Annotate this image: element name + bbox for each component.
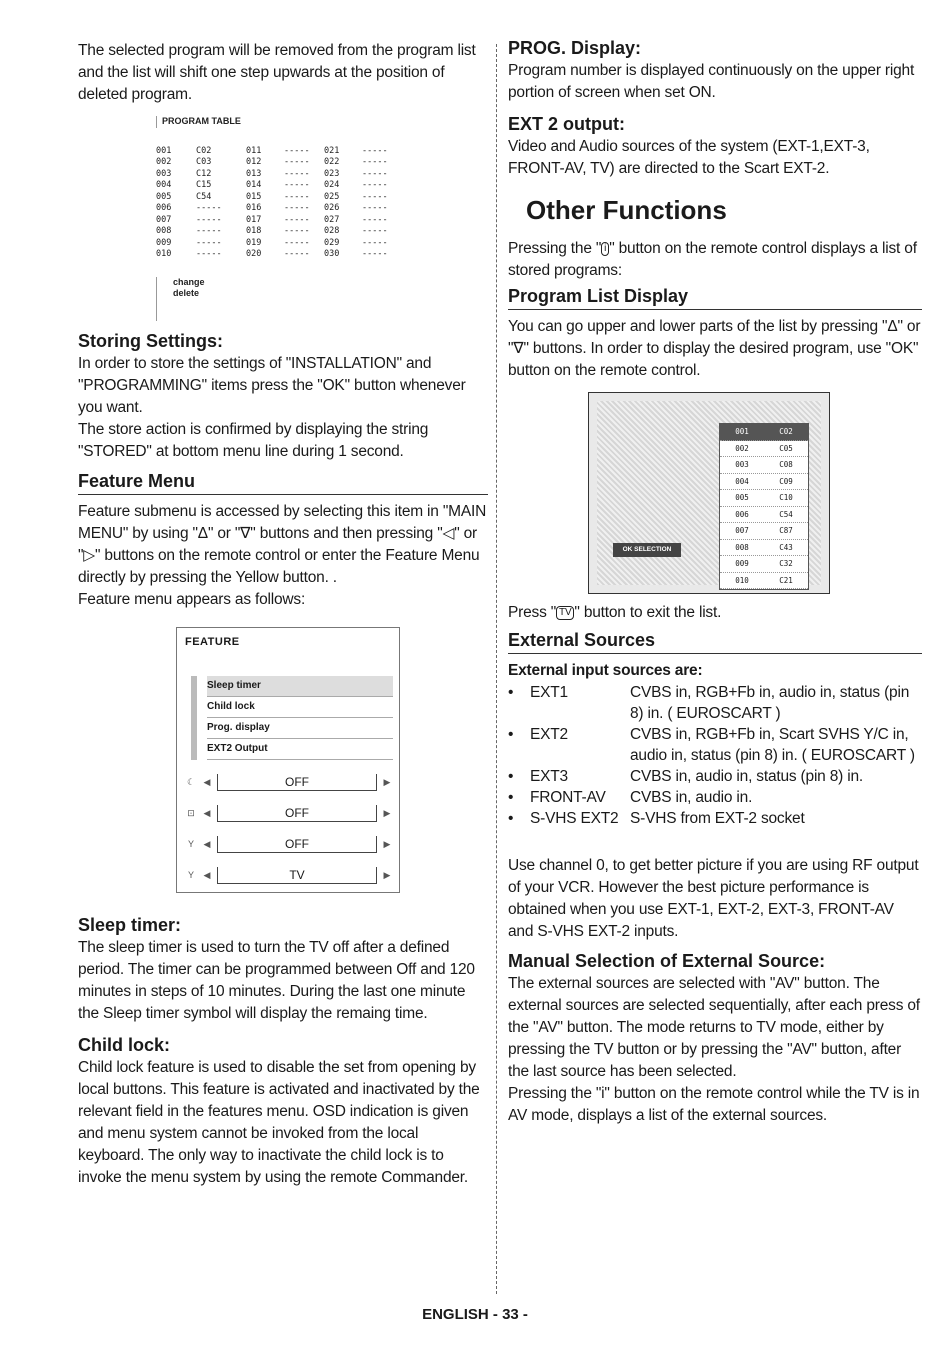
source-name: EXT2 — [530, 726, 568, 743]
external-input-subtitle: External input sources are: — [508, 662, 703, 679]
sleep-icon: ☾ — [186, 776, 196, 787]
program-table-cell: 027 — [324, 214, 340, 225]
program-table-cell: 028 — [324, 226, 340, 236]
program-table-cell: 007 — [156, 214, 172, 225]
program-table-cell: ----- — [196, 249, 222, 259]
osd-value-prog-display[interactable]: OFF — [217, 836, 377, 853]
channel-number: C08 — [779, 460, 793, 469]
other-functions-p1: Pressing the " i " button on the remote control displays a list of stored programs: — [508, 240, 917, 279]
feature-menu-p2: Feature menu appears as follows: — [78, 590, 306, 608]
left-arrow-icon: ◀ — [203, 776, 211, 787]
screen-list-item[interactable] — [720, 474, 808, 491]
program-table-cell: ----- — [284, 203, 310, 213]
source-description: CVBS in, audio in, status (pin 8) in. — [630, 768, 863, 785]
osd-item-ext2-output[interactable]: EXT2 Output — [207, 739, 393, 760]
legend-delete: delete — [173, 287, 200, 298]
program-table-cell: ----- — [284, 145, 310, 156]
program-table-cell: 012 — [246, 157, 262, 167]
program-table-cell: 026 — [324, 203, 340, 213]
prog-icon: Y — [187, 839, 194, 849]
page-footer: ENGLISH - 33 - — [422, 1306, 528, 1323]
source-description: CVBS in, RGB+Fb in, Scart SVHS Y/C in, audio in, status (pin 8) in. ( EUROSCART ) — [630, 726, 915, 764]
program-number: 004 — [735, 476, 749, 486]
program-table-cell: 004 — [156, 180, 172, 190]
channel-number: C54 — [779, 509, 793, 519]
program-number: 009 — [735, 559, 749, 568]
source-name: FRONT-AV — [530, 789, 606, 806]
column-divider — [496, 44, 497, 1294]
manual-selection-title: Manual Selection of External Source: — [508, 951, 826, 971]
screen-list-item[interactable] — [720, 507, 808, 524]
ext2-output-title: EXT 2 output: — [508, 114, 625, 134]
program-table-cell: 019 — [246, 237, 262, 248]
right-arrow-icon: ▶ — [383, 838, 391, 849]
source-list-item — [508, 766, 922, 787]
source-name: EXT3 — [530, 768, 568, 785]
sleep-timer-title: Sleep timer: — [78, 914, 182, 935]
external-source-list — [508, 682, 922, 829]
osd-value-child-lock[interactable]: OFF — [217, 805, 377, 822]
screen-list-item[interactable] — [720, 441, 808, 458]
program-table-cell: 017 — [246, 214, 262, 225]
source-name: S-VHS EXT2 — [530, 810, 619, 827]
osd-value-row — [185, 774, 393, 791]
program-table-cell: ----- — [196, 226, 222, 236]
left-column — [78, 40, 488, 1189]
screen-list-item[interactable] — [720, 457, 808, 474]
channel-number: C87 — [779, 526, 793, 535]
channel-number: C10 — [779, 493, 793, 502]
program-number: 008 — [735, 542, 749, 552]
program-table-cell: ----- — [196, 214, 222, 225]
program-number: 001 — [735, 427, 749, 436]
child-lock-title: Child lock: — [78, 1034, 171, 1055]
program-table-cell: ----- — [362, 249, 388, 259]
osd-value-row — [185, 867, 393, 884]
bullet-icon: • — [508, 768, 514, 785]
child-lock-p1: Child lock feature is used to disable the set from opening by local buttons. This feature is activated and inactivated by the relevant field in the features menu. OSD indication is given and menu system cannot be invoked from the local keyboard. The only way to inactivate the child lock is to invoke the menu system by using the remote Commander. — [78, 1058, 480, 1186]
source-list-item — [508, 808, 922, 829]
info-button-icon: i — [601, 242, 609, 256]
screen-program-list — [719, 423, 809, 590]
program-table-cell: 002 — [156, 157, 172, 167]
program-table-cell: 021 — [324, 145, 340, 156]
program-table-cell: ----- — [284, 214, 310, 225]
program-table-cell: ----- — [284, 168, 310, 179]
program-table-cell: C02 — [196, 145, 212, 156]
prog-display-p1: Program number is displayed continuously on the upper right portion of screen when set ON. — [508, 62, 915, 101]
prog-display-title: PROG. Display: — [508, 38, 642, 58]
osd-value-sleep[interactable]: OFF — [217, 774, 377, 791]
source-description: CVBS in, audio in. — [630, 789, 753, 806]
bullet-icon: • — [508, 684, 514, 701]
other-functions-title: Other Functions — [526, 195, 727, 225]
output-icon: Y — [187, 870, 194, 880]
program-table-title: PROGRAM TABLE — [156, 116, 488, 128]
channel-number: C32 — [779, 559, 793, 568]
ok-selection-label: OK SELECTION — [613, 543, 681, 557]
program-table-cell: 023 — [324, 168, 340, 179]
right-arrow-icon: ▶ — [383, 776, 391, 787]
channel-number: C21 — [779, 575, 793, 585]
screen-list-item[interactable] — [720, 424, 808, 441]
feature-osd-items — [191, 676, 393, 760]
external-sources-title: External Sources — [508, 628, 922, 654]
source-description: CVBS in, RGB+Fb in, audio in, status (pin 8) in. ( EUROSCART ) — [630, 684, 910, 722]
program-table-cell: 005 — [156, 191, 172, 202]
program-number: 002 — [735, 443, 749, 453]
program-table-cell: ----- — [362, 180, 388, 190]
program-table-cell: C03 — [196, 157, 212, 167]
program-number: 003 — [735, 460, 749, 469]
program-table-cell: ----- — [284, 157, 310, 167]
feature-osd-title: FEATURE — [185, 635, 240, 648]
program-table-cell: 010 — [156, 249, 172, 259]
storing-p1: In order to store the settings of "INSTALLATION" and "PROGRAMMING" items press the "OK" button whenever you want. — [78, 354, 466, 416]
program-table-cell: 001 — [156, 145, 172, 156]
program-table-cell: C12 — [196, 168, 212, 179]
program-table-cell: ----- — [362, 214, 388, 225]
program-table-cell: 011 — [246, 145, 262, 156]
program-table-cell: ----- — [196, 237, 222, 248]
osd-item-sleep-timer[interactable]: Sleep timer — [207, 676, 393, 697]
program-table-cell: 025 — [324, 191, 340, 202]
program-table-cell: ----- — [362, 226, 388, 236]
channel-number: C02 — [779, 427, 793, 436]
program-table-cell: ----- — [362, 203, 388, 213]
program-table-cell: C15 — [196, 180, 212, 190]
osd-item-child-lock[interactable]: Child lock — [207, 697, 393, 718]
program-table-cell: 006 — [156, 203, 172, 213]
program-table-cell: 018 — [246, 226, 262, 236]
screen-list-item[interactable] — [720, 490, 808, 507]
bullet-icon: • — [508, 789, 514, 806]
osd-value-row — [185, 836, 393, 853]
program-table — [156, 116, 488, 321]
screen-list-item[interactable] — [720, 523, 808, 540]
channel-number: C43 — [779, 542, 793, 552]
channel-number: C09 — [779, 476, 793, 486]
program-table-cell: ----- — [284, 249, 310, 259]
osd-item-prog-display[interactable]: Prog. display — [207, 718, 393, 739]
feature-osd — [176, 627, 400, 893]
screen-list-item[interactable] — [720, 556, 808, 573]
screen-list-item[interactable] — [720, 573, 808, 590]
external-p1: Use channel 0, to get better picture if you are using RF output of your VCR. However the best picture performance is obtained when you use EXT-1, EXT-2, EXT-3, FRONT-AV and S-VHS EXT-2 inputs. — [508, 857, 919, 940]
program-table-cell: 014 — [246, 180, 262, 190]
legend-change: change — [173, 276, 205, 287]
program-table-cell: ----- — [362, 145, 388, 156]
program-table-cell: ----- — [362, 168, 388, 179]
program-table-cell: ----- — [362, 157, 388, 167]
tv-button-icon: TV — [556, 606, 574, 620]
bullet-icon: • — [508, 810, 514, 827]
program-table-cell: 008 — [156, 226, 172, 236]
right-arrow-icon: ▶ — [383, 807, 391, 818]
channel-number: C05 — [779, 443, 793, 453]
program-table-cell: ----- — [284, 180, 310, 190]
sleep-timer-p1: The sleep timer is used to turn the TV off after a defined period. The timer can be programmed between Off and 120 minutes in steps of 10 minutes. During the last one minute the Sleep timer symbol will display the remaing time. — [78, 938, 475, 1022]
program-table-legend — [156, 277, 488, 321]
osd-value-ext2[interactable]: TV — [217, 867, 377, 884]
program-number: 010 — [735, 575, 749, 585]
program-number: 006 — [735, 509, 749, 519]
program-table-cell: C54 — [196, 191, 212, 202]
program-table-cell: 030 — [324, 249, 340, 259]
source-list-item — [508, 724, 922, 766]
program-table-cell: 029 — [324, 237, 340, 248]
program-table-cell: ----- — [362, 191, 388, 202]
osd-value-row — [185, 805, 393, 822]
exit-list-paragraph: Press " TV " button to exit the list. — [508, 604, 722, 621]
program-list-title: Program List Display — [508, 284, 922, 310]
left-arrow-icon: ◀ — [203, 838, 211, 849]
lock-icon: ⊡ — [187, 807, 195, 818]
program-list-p1: You can go upper and lower parts of the list by pressing "Δ" or "∇" buttons. In order to display the desired program, use "OK" button on the remote control. — [508, 318, 921, 379]
manual-p1: The external sources are selected with "AV" button. The external sources are selected sequentially, after each press of the "AV" button. The mode returns to TV mode, either by pressing the TV button or by pressing the "AV" button, after the last source has been selected. — [508, 975, 920, 1080]
program-number: 007 — [735, 526, 749, 535]
bullet-icon: • — [508, 726, 514, 743]
storing-settings-title: Storing Settings: — [78, 330, 223, 351]
right-arrow-icon: ▶ — [383, 869, 391, 880]
program-table-cell: ----- — [284, 237, 310, 248]
program-table-grid — [156, 146, 488, 261]
program-table-cell: ----- — [284, 191, 310, 202]
program-table-cell: 016 — [246, 203, 262, 213]
source-list-item — [508, 787, 922, 808]
program-table-cell: ----- — [284, 226, 310, 236]
program-table-cell: 022 — [324, 157, 340, 167]
storing-p2: The store action is confirmed by displaying the string "STORED" at bottom menu line during 1 second. — [78, 420, 429, 460]
feature-menu-title: Feature Menu — [78, 469, 488, 495]
program-list-screen — [588, 392, 830, 594]
program-number: 005 — [735, 493, 749, 502]
program-table-cell: 013 — [246, 168, 262, 179]
program-table-cell: ----- — [196, 203, 222, 213]
program-table-cell: ----- — [362, 237, 388, 248]
source-description: S-VHS from EXT-2 socket — [630, 810, 805, 827]
program-table-cell: 024 — [324, 180, 340, 190]
intro-paragraph: The selected program will be removed from the program list and the list will shift one step upwards at the position of deleted program. — [78, 42, 476, 103]
program-table-cell: 009 — [156, 237, 172, 248]
manual-p2: Pressing the "i" button on the remote control while the TV is in AV mode, displays a list of the external sources. — [508, 1085, 920, 1124]
left-arrow-icon: ◀ — [203, 807, 211, 818]
source-list-item — [508, 682, 922, 724]
program-table-cell: 020 — [246, 249, 262, 259]
screen-list-item[interactable] — [720, 540, 808, 557]
program-table-cell: 015 — [246, 191, 262, 202]
program-table-cell: 003 — [156, 168, 172, 179]
feature-menu-p1: Feature submenu is accessed by selecting this item in "MAIN MENU" by using "Δ" or "∇" buttons and then pressing "◁" or "▷" buttons on the remote control or enter the Feature Menu directly by pressing the Yellow button. . — [78, 502, 487, 586]
left-arrow-icon: ◀ — [203, 869, 211, 880]
source-name: EXT1 — [530, 684, 568, 701]
ext2-output-p1: Video and Audio sources of the system (EXT-1,EXT-3, FRONT-AV, TV) are directed to the Scart EXT-2. — [508, 138, 870, 177]
right-column — [508, 40, 922, 1127]
